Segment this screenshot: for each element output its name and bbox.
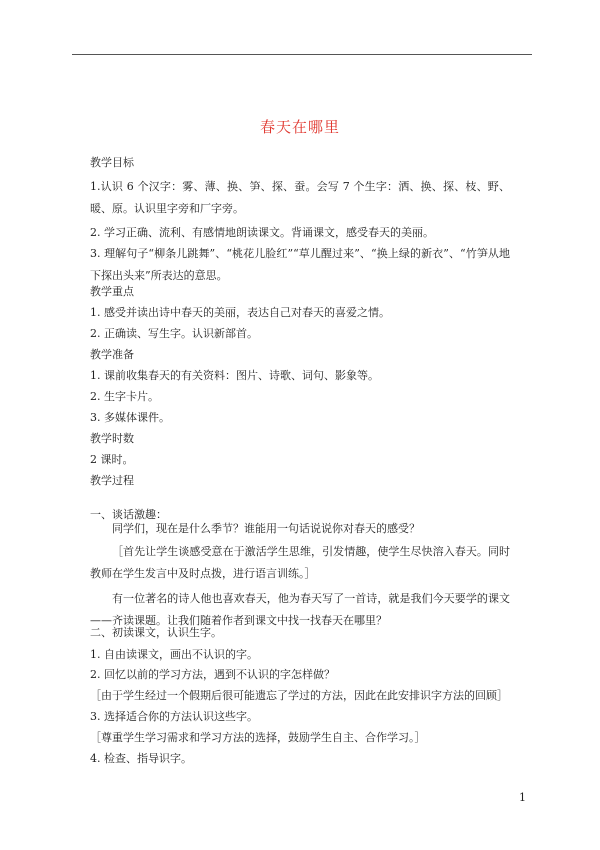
page-number: 1 <box>519 791 526 804</box>
step-2-item-3: 3. 选择适合你的方法认识这些字。 <box>90 710 258 723</box>
goal-2: 2. 学习正确、流利、有感情地朗读课文。背诵课文，感受春天的美丽。 <box>90 226 434 239</box>
prep-heading: 教学准备 <box>90 348 134 361</box>
step-1-paragraph-1: 同学们，现在是什么季节？谁能用一句话说说你对春天的感受？ <box>112 522 420 535</box>
step-1-note: ［首先让学生谈感受意在于激活学生思维，引发情趣，使学生尽快溶入春天。同时教师在学生发言中及时点拨，进行语言训练。］ <box>90 545 510 580</box>
prep-2: 2. 生字卡片。 <box>90 390 159 403</box>
step-2-heading: 二、初读课文，认识生字。 <box>90 626 222 639</box>
hours-heading: 教学时数 <box>90 432 134 445</box>
step-2-note-2: ［尊重学生学习需求和学习方法的选择，鼓励学生自主、合作学习。］ <box>90 731 426 744</box>
step-2-item-4: 4. 检查、指导识字。 <box>90 752 192 765</box>
key-heading: 教学重点 <box>90 285 134 298</box>
goals-heading: 教学目标 <box>90 156 134 169</box>
step-1-heading: 一、谈话激趣： <box>90 508 167 521</box>
header-rule <box>72 54 532 55</box>
prep-3: 3. 多媒体课件。 <box>90 411 170 424</box>
hours-value: 2 课时。 <box>90 453 134 466</box>
step-1-paragraph-2: 有一位著名的诗人他也喜欢春天，他为春天写了一首诗，就是我们今天要学的课文——齐读课题。让我们随着作者到课文中找一找春天在哪里？ <box>90 592 510 627</box>
key-2: 2. 正确读、写生字。认识新部首。 <box>90 327 258 340</box>
document-title: 春天在哪里 <box>259 118 340 136</box>
goal-1: 1.认识 6 个汉字：雾、薄、换、笋、探、蚕。会写 7 个生字：洒、换、探、枝、野、暖、原。认识里字旁和厂字旁。 <box>90 180 510 215</box>
step-2-item-2: 2. 回忆以前的学习方法，遇到不认识的字怎样做？ <box>90 668 335 681</box>
process-heading: 教学过程 <box>90 474 134 487</box>
step-2-note-1: ［由于学生经过一个假期后很可能遗忘了学过的方法，因此在此安排识字方法的回顾］ <box>90 689 508 702</box>
goal-3: 3. 理解句子“柳条儿跳舞”、“桃花儿脸红”“草儿醒过来”、“换上绿的新衣”、“竹笋从地下探出头来”所表达的意思。 <box>90 247 510 282</box>
key-1: 1. 感受并读出诗中春天的美丽，表达自己对春天的喜爱之情。 <box>90 306 390 319</box>
prep-1: 1. 课前收集春天的有关资料：图片、诗歌、词句、影象等。 <box>90 369 379 382</box>
step-2-item-1: 1. 自由读课文，画出不认识的字。 <box>90 648 258 661</box>
